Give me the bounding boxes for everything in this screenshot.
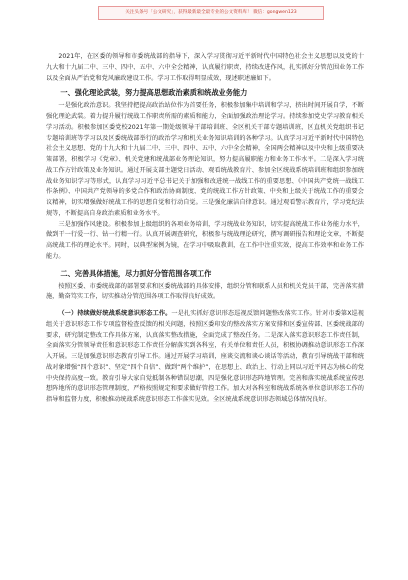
section-heading-2: 二、完善具体措施，尽力抓好分管范围各项工作 — [60, 268, 212, 278]
section-2-paragraph-1: 按照区委、市委统战部的部署要求和区委统战部的具体安排，组织分管和联系人员和机关党员干部，完善落实措施，勤奋笃实工作，切实推动分管范围各项工作取得良好成效。 — [46, 282, 364, 301]
section-1-paragraph-2: 三是加强作风建设。积极参加上级组织的各项业务培训，学习统战业务知识，切实提高统战工作业务能力水平，做到干一行爱一行、钻一行精一行。认真开展调查研究，积极参与统战理论研究，撰写调研报告和理论文章，不断提高统战工作的理论水平。同时，以典型案例为镜，在学习中吸取教训，在工作中注重实效，提高工作效率和业务工作能力。 — [46, 220, 364, 260]
intro-paragraph: 2021年，在区委的领导和市委统战部的指导下，深入学习贯彻习近平新时代中国特色社会主义思想以及党的十九大和十九届二中、三中、四中、五中、六中全会精神，认真履行职责，持续改进作风，扎实抓好分管范围业务工作以及全面从严治党和党风廉政建设工作。学习工作取得明显成效，现述职述廉如下。 — [46, 53, 364, 82]
subsection-1-paragraph — [46, 309, 364, 406]
section-heading-1: 一、强化理论武装，努力提高思想政治素质和统战业务能力 — [60, 88, 248, 98]
section-1-paragraph-1: 一是强化政治意识。我坚持把提高政治站位作为首要任务，积极参加集中培训和学习，挤出时间开展自学，不断强化理论武装。着力提升履行统战工作职责所需的素质和能力，全面加强政治理论学习。持续参加党史学习教育相关学习活动。积极参加区委党校2021年第一期处级领导干部培训班、全区机关干部专题培训班，区直机关党组织书记专题培训班等学习以及区委统战部举行的政治学习和机关业务知识培训的各种学习。认真学习习近平新时代中国特色社会主义思想、党的十九大和十九届二中、三中、四中、五中、六中全会精神，全国两会精神以及中央和上级重要决策部署，积极学习《党章》、机关党建和统战部业务理论知识，努力提高履职能力和业务工作水平。二是深入学习统战工作方针政策及业务知识。通过开展支部主题党日活动、观看统战教育片、参加全区统战系统培训班和组织参加统战业务知识学习等形式，认真学习习近平总书记关于加强和改进统一战线工作的重要思想、《中国共产党统一战线工作条例》、中国共产党领导的多党合作和政治协商制度、党的统战工作方针政策、中央和上级关于统战工作的重要会议精神，切实增强做好统战工作的思想自觉和行动自觉。三是强化廉洁自律意识。通过观看警示教育片，学习党纪法规等，不断提高自身政治素质和业务水平。 — [46, 102, 364, 217]
subsection-1-text: 一是扎实抓好意识形态巡视反馈问题整改落实工作。针对市委第X巡视组关于意识形态工作专项监督检查反馈的相关问题，按照区委印发的整改落实方案安排和区委宣传部、区委统战部的要求，研究制定整改工作具体方案，认真落实整改措施，全面完成了整改任务。二是深入落实意识形态工作责任制，全面落实分管领导责任和意识形态工作责任分解落实到各科室，有关单位和责任人员，积极协调推动意识形态工作深入开展。三是加强意识形态教育引导工作。通过开展学习培训，座谈交流和谈心谈话等活动，教育引导统战干部和统战对象增强“四个意识”、坚定“四个自信”、做到“两个维护”，在思想上、政治上、行动上同以习近平同志为核心的党中央保持高度一致。教育引导大家自觉抵制各种错误思潮，四是强化意识形态阵地管理。完善和落实统战系统宣传思想阵地所的意识形态管理制度，严格按照规定和要求做好管控工作。加大对各科室和统战系统各单位意识形态工作的指导和监督力度，积极推动统战系统意识形态工作落实见效。全区统战系统意识形态领域总体情况良好。 — [46, 310, 364, 403]
document-body — [46, 52, 364, 406]
top-banner: 关注头条号「公文研究」，获得最新最全最专业的公文资料库！ 微信：gongwen123 — [98, 6, 324, 20]
subsection-heading-1: （一）持续做好统战系统意识形态工作。 — [58, 310, 172, 317]
